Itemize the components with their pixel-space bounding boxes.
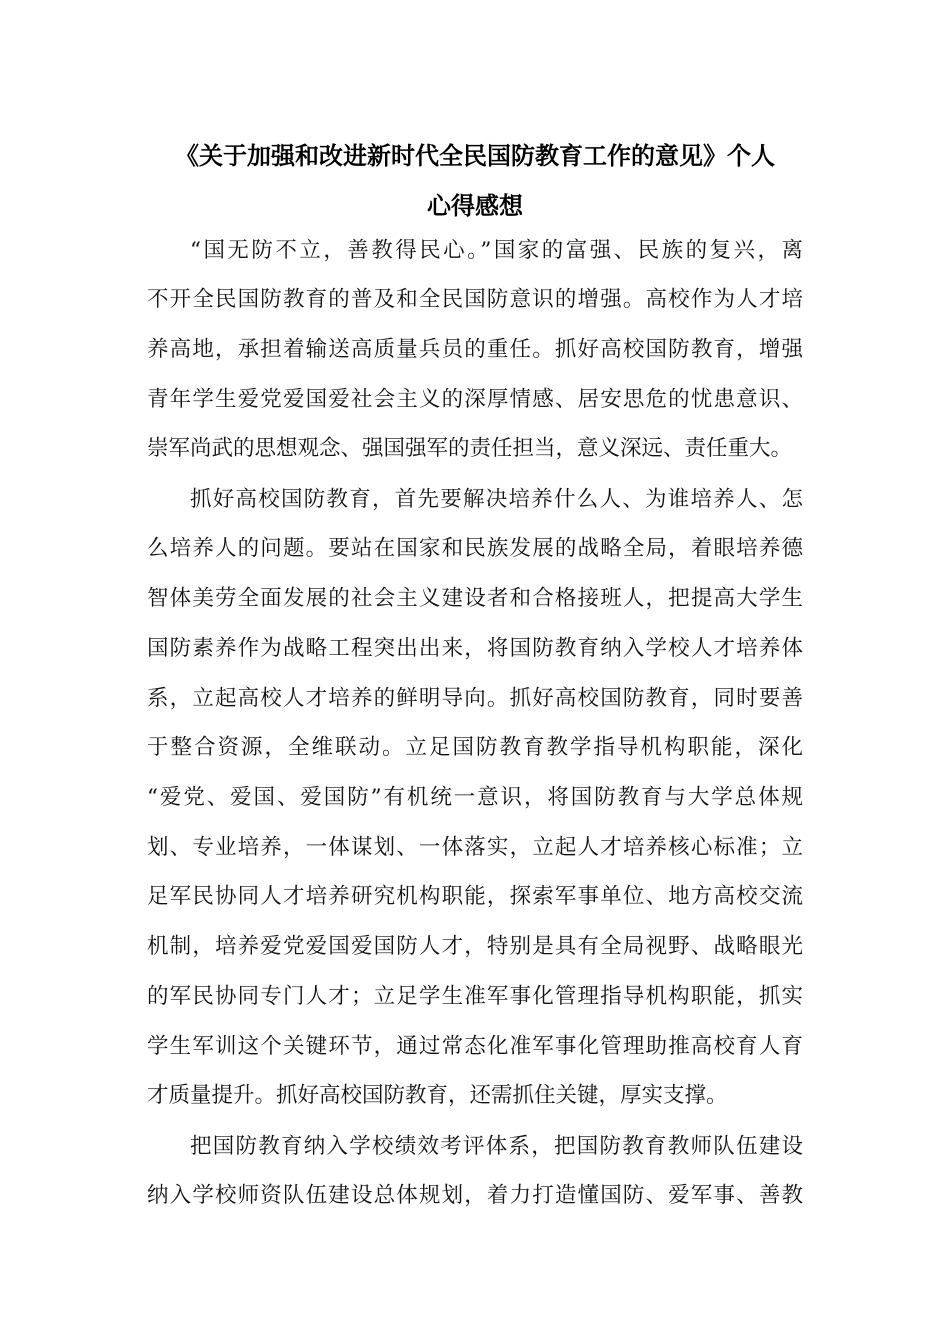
- paragraph-1-line-3: 养高地，承担着输送高质量兵员的重任。抓好高校国防教育，增强: [147, 337, 803, 362]
- paragraph-3-line-1: 把国防教育纳入学校绩效考评体系，把国防教育教师队伍建设: [190, 1134, 803, 1159]
- paragraph-2-line-10: 机制，培养爱党爱国爱国防人才，特别是具有全局视野、战略眼光: [147, 934, 803, 959]
- paragraph-2-line-13: 才质量提升。抓好高校国防教育，还需抓住关键，厚实支撑。: [147, 1083, 728, 1108]
- paragraph-1-line-4: 青年学生爱党爱国爱社会主义的深厚情感、居安思危的忧患意识、: [147, 387, 803, 412]
- paragraph-2-line-7: “爱党、爱国、爱国防”有机统一意识，将国防教育与大学总体规: [147, 785, 803, 810]
- paragraph-2-line-5: 系，立起高校人才培养的鲜明导向。抓好高校国防教育，同时要善: [147, 686, 803, 711]
- paragraph-2-line-8: 划、专业培养，一体谋划、一体落实，立起人才培养核心标准；立: [147, 835, 803, 860]
- paragraph-3-line-2: 纳入学校师资队伍建设总体规划，着力打造懂国防、爱军事、善教: [147, 1183, 803, 1208]
- title-line-1: 《关于加强和改进新时代全民国防教育工作的意见》个人: [175, 141, 775, 170]
- paragraph-1-line-1: “国无防不立，善教得民心。”国家的富强、民族的复兴，离: [190, 238, 803, 263]
- paragraph-2-line-9: 足军民协同人才培养研究机构职能，探索军事单位、地方高校交流: [147, 884, 803, 909]
- paragraph-1-line-2: 不开全民国防教育的普及和全民国防意识的增强。高校作为人才培: [147, 287, 803, 312]
- paragraph-1-line-5: 崇军尚武的思想观念、强国强军的责任担当，意义深远、责任重大。: [147, 436, 793, 461]
- title-line-2: 心得感想: [427, 191, 523, 220]
- paragraph-2-line-12: 学生军训这个关键环节，通过常态化准军事化管理助推高校育人育: [147, 1034, 803, 1059]
- paragraph-2-line-3: 智体美劳全面发展的社会主义建设者和合格接班人，把提高大学生: [147, 586, 803, 611]
- paragraph-2-line-11: 的军民协同专门人才；立足学生准军事化管理指导机构职能，抓实: [147, 984, 803, 1009]
- paragraph-2-line-1: 抓好高校国防教育，首先要解决培养什么人、为谁培养人、怎: [190, 487, 803, 512]
- paragraph-2-line-2: 么培养人的问题。要站在国家和民族发展的战略全局，着眼培养德: [147, 536, 803, 561]
- paragraph-2-line-4: 国防素养作为战略工程突出出来，将国防教育纳入学校人才培养体: [147, 636, 803, 661]
- paragraph-2-line-6: 于整合资源，全维联动。立足国防教育教学指导机构职能，深化: [147, 735, 803, 760]
